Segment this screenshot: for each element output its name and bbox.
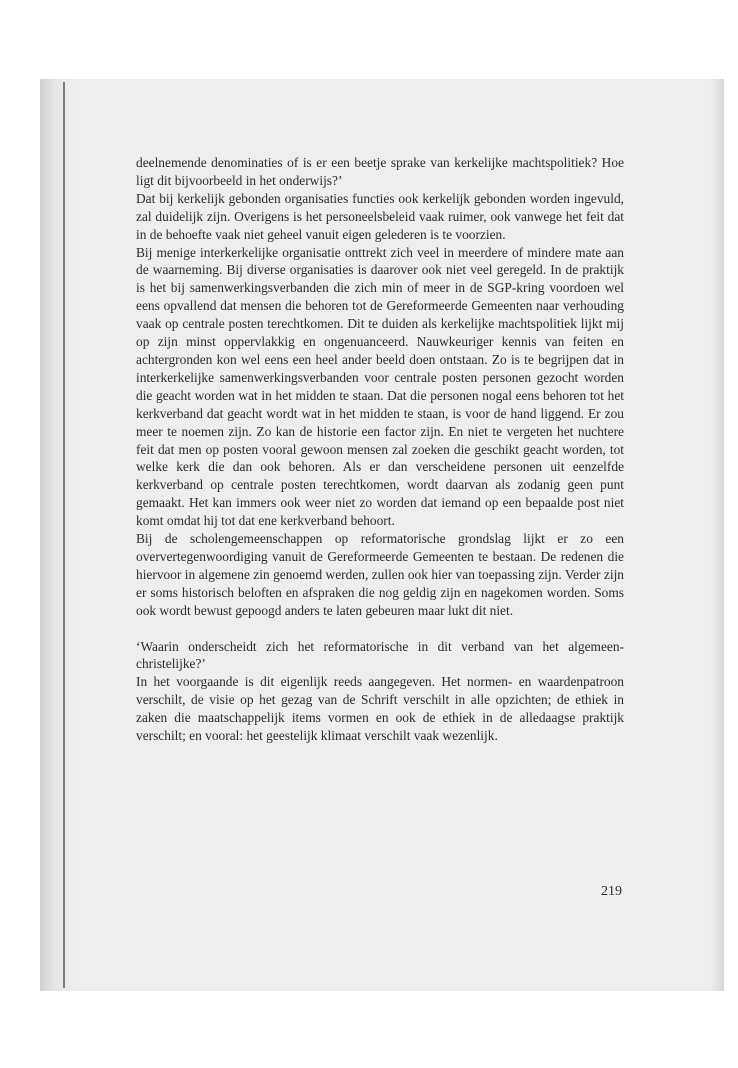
question-paragraph: ‘Waarin onderscheidt zich het reformatorische in dit verband van het algemeen-christelijke?’ xyxy=(136,638,624,672)
paragraph: Bij de scholengemeenschappen op reformatorische grondslag lijkt er zo een oververtegenwoordiging vanuit de Gereformeerde Gemeenten te bestaan. De redenen die hiervoor in algemene zin genoemd werden, zullen ook hier van toepassing zijn. Verder zijn er soms historisch beloften en afspraken die nog geldig zijn en nagekomen worden. Soms ook wordt bewust gepoogd anders te laten gebeuren maar lukt dit niet. xyxy=(136,531,624,618)
paragraph: In het voorgaande is dit eigenlijk reeds aangegeven. Het normen- en waardenpatroon verschilt, de visie op het gezag van de Schrift verschilt in alle opzichten; de ethiek in zaken die maatschappelijk items vormen en ook de ethiek in de alledaagse praktijk verschilt; en vooral: het geestelijk klimaat verschilt vaak wezenlijk. xyxy=(136,674,624,744)
paragraph-gap xyxy=(136,620,624,638)
page-number: 219 xyxy=(601,884,622,899)
paragraph: Dat bij kerkelijk gebonden organisaties functies ook kerkelijk gebonden worden ingevuld, zal duidelijk zijn. Overigens is het personeelsbeleid vaak ruimer, ook vanwege het feit dat in de behoefte vaak niet geheel vanuit eigen gelederen is te voorzien. xyxy=(136,190,624,242)
paragraph: deelnemende denominaties of is er een beetje sprake van kerkelijke machtspolitiek? Hoe ligt dit bijvoorbeeld in het onderwijs?’ xyxy=(136,155,624,188)
body-text xyxy=(136,154,624,745)
book-spine-shadow xyxy=(40,79,76,991)
page-edge-shadow xyxy=(710,79,724,991)
page-gutter-line xyxy=(63,82,65,988)
paragraph: Bij menige interkerkelijke organisatie onttrekt zich veel in meerdere of mindere mate aan de waarneming. Bij diverse organisaties is daarover ook niet veel geregeld. In de praktijk is het bij samenwerkingsverbanden die zich min of meer in de SGP-kring voordoen wel eens opvallend dat mensen die behoren tot de Gereformeerde Gemeenten naar verhouding vaak op centrale posten terechtkomen. Dit te duiden als kerkelijke machtspolitiek lijkt mij op zijn minst oppervlakkig en ongenuanceerd. Nauwkeuriger kennis van feiten en achtergronden kon wel eens een heel ander beeld doen ontstaan. Zo is te begrijpen dat in interkerkelijke samenwerkingsverbanden voor centrale posten personen gezocht worden die geacht worden wat in het midden te staan. Dat die personen nogal eens behoren tot het kerkverband dat geacht wordt wat in het midden te staan, is voor de hand liggend. Er zou meer te noemen zijn. Zo kan de historie een factor zijn. En niet te vergeten het nuchtere feit dat men op posten vooral gewoon mensen zal zoeken die geschikt geacht worden, tot welke kerk die dan ook behoren. Als er dan verscheidene personen uit eenzelfde kerkverband op centrale posten terechtkomen, wordt daarvan als zodanig geen punt gemaakt. Het kan immers ook weer niet zo worden dat iemand op een bepaalde post niet komt omdat hij tot dat ene kerkverband behoort. xyxy=(136,244,624,529)
